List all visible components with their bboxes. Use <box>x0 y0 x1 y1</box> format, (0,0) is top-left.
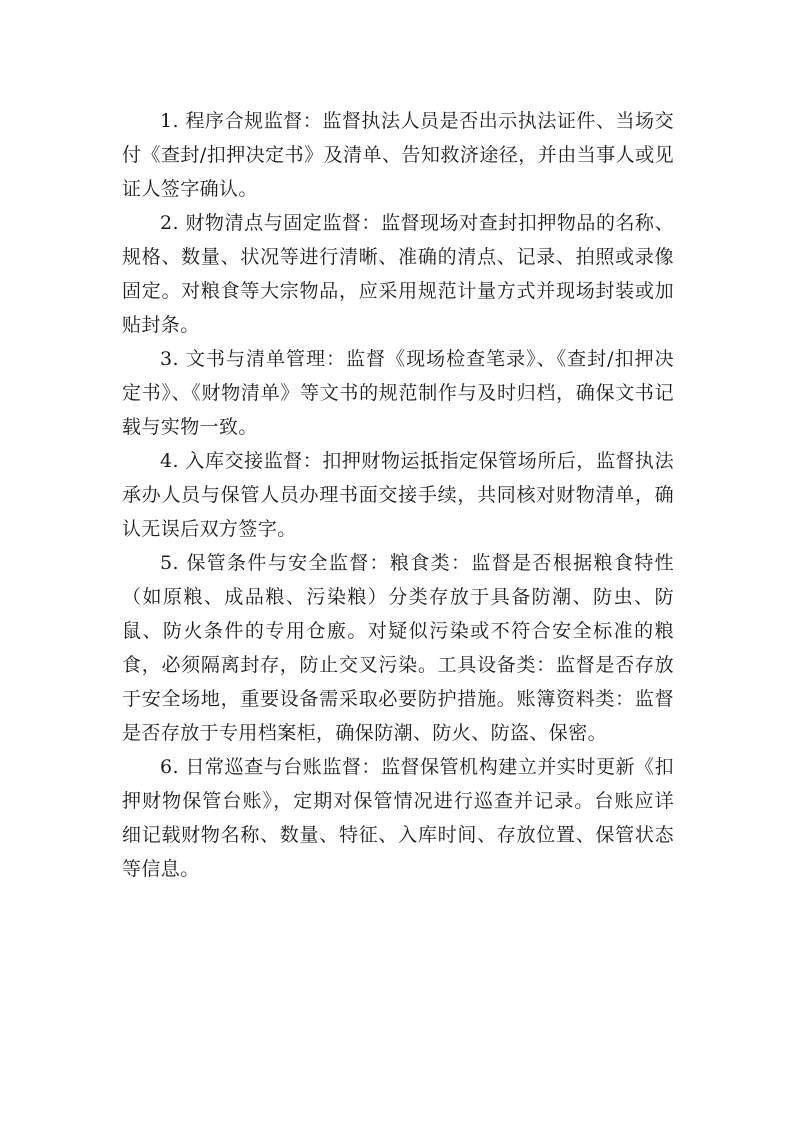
paragraph-daily-inspection: 6. 日常巡查与台账监督：监督保管机构建立并实时更新《扣押财物保管台账》，定期对保管情况进行巡查并记录。台账应详细记载财物名称、数量、特征、入库时间、存放位置、保管状态等信息。 <box>122 756 674 880</box>
paragraph-property-inventory: 2. 财物清点与固定监督：监督现场对查封扣押物品的名称、规格、数量、状况等进行清晰、准确的清点、记录、拍照或录像固定。对粮食等大宗物品，应采用规范计量方式并现场封装或加贴封条。 <box>122 212 674 336</box>
paragraph-storage-safety: 5. 保管条件与安全监督：粮食类：监督是否根据粮食特性（如原粮、成品粮、污染粮）分类存放于具备防潮、防虫、防鼠、防火条件的专用仓廒。对疑似污染或不符合安全标准的粮食，必须隔离封存，防止交叉污染。工具设备类：监督是否存放于安全场地，重要设备需采取必要防护措施。账簿资料类：监督是否存放于专用档案柜，确保防潮、防火、防盗、保密。 <box>122 552 674 744</box>
document-body <box>122 104 674 886</box>
paragraph-documents-management: 3. 文书与清单管理：监督《现场检查笔录》、《查封/扣押决定书》、《财物清单》等文书的规范制作与及时归档，确保文书记载与实物一致。 <box>122 348 674 438</box>
paragraph-warehouse-handover: 4. 入库交接监督：扣押财物运抵指定保管场所后，监督执法承办人员与保管人员办理书面交接手续，共同核对财物清单，确认无误后双方签字。 <box>122 450 674 540</box>
paragraph-procedure-compliance: 1. 程序合规监督：监督执法人员是否出示执法证件、当场交付《查封/扣押决定书》及清单、告知救济途径，并由当事人或见证人签字确认。 <box>122 110 674 200</box>
